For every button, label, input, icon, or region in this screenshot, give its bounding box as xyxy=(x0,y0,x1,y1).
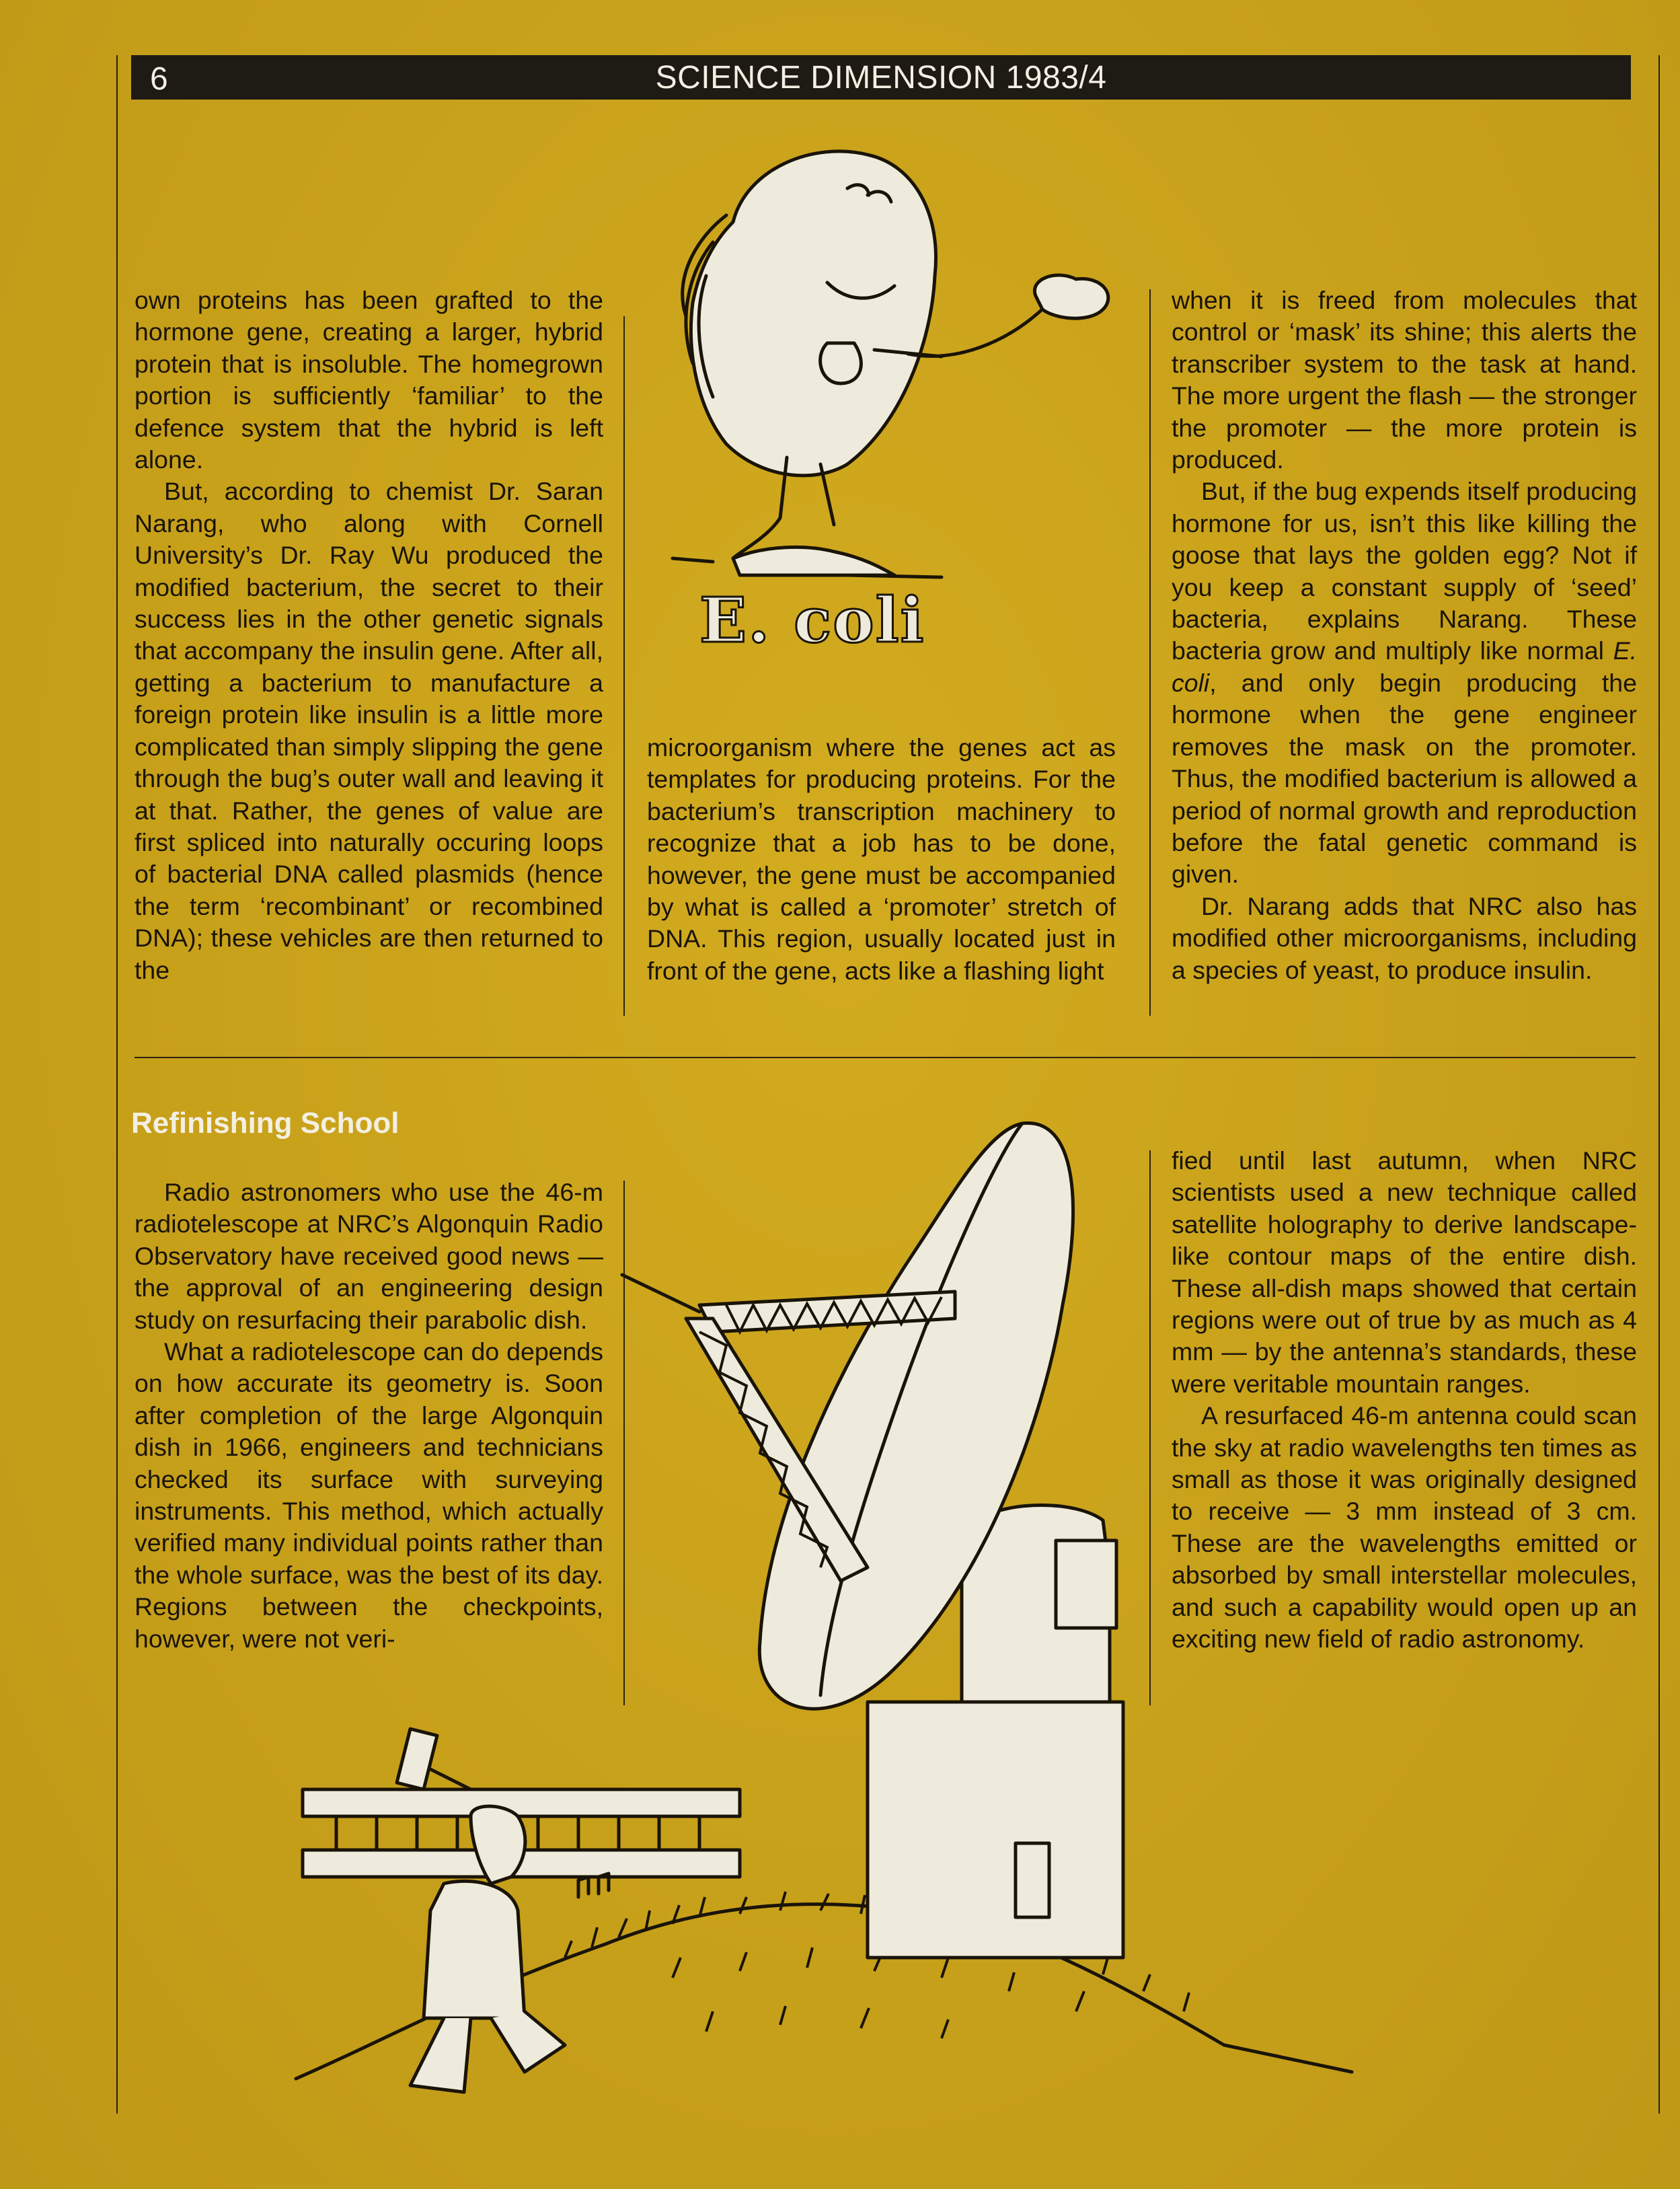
article1-column-2 xyxy=(647,732,1116,987)
article1-column-1 xyxy=(135,285,603,986)
paragraph: fied until last autumn, when NRC scientists used a new technique called satellite holography to derive landscape-like contour maps of the entire dish. These all-dish maps showed that certain regions were out of true by as much as 4 mm — by the antenna’s standards, these were veritable mountain ranges. xyxy=(1172,1146,1637,1398)
illustration-caption: E. coli xyxy=(699,584,925,657)
column-rule xyxy=(1149,289,1151,1016)
paragraph: Radio astronomers who use the 46-m radiotelescope at NRC’s Algonquin Radio Observatory have received good news — the approval of an engineering design study on resurfacing their parabolic dish. xyxy=(135,1178,603,1334)
paragraph: own proteins has been grafted to the hormone gene, creating a larger, hybrid protein that is insoluble. The homegrown portion is sufficiently ‘familiar’ to the defence system that the hybrid is left alone. xyxy=(135,286,603,474)
species-name: E. coli xyxy=(1172,636,1637,697)
article1-column-3 xyxy=(1172,285,1637,986)
right-margin-rule xyxy=(1658,55,1660,2114)
paragraph: But, according to chemist Dr. Saran Narang, who along with Cornell University’s Dr. Ray Wu produced the modified bacterium, the secret to their success lies in the other genetic signals that accompany the insulin gene. After all, getting a bacterium to manufacture a foreign protein like insulin is a little more complicated than simply slipping the gene through the bug’s outer wall and leaving it at that. Rather, the genes of value are first spliced into naturally occuring loops of bacterial DNA called plasmids (hence the term ‘recombinant’ or recombined DNA); these vehicles are then returned to the xyxy=(135,477,603,984)
paragraph: A resurfaced 46-m antenna could scan the sky at radio wavelengths ten times as small as those it was originally designed to receive — 3 mm instead of 3 cm. These are the wavelengths emitted or absorbed by small interstellar molecules, and such a capability would open up an exciting new field of radio astronomy. xyxy=(1172,1401,1637,1654)
left-margin-rule xyxy=(116,55,118,2114)
page-number: 6 xyxy=(150,61,168,97)
section-divider xyxy=(135,1057,1636,1058)
paragraph: But, if the bug expends itself producing hormone for us, isn’t this like killing the goose that lays the golden egg? Not if you keep a constant supply of ‘seed’ bacteria, explains Narang. These bacteria grow and multiply like normal E. coli, and only begin producing the hormone when the gene engineer removes the mask on the promoter. Thus, the modified bacterium is allowed a period of normal growth and reproduction before the fatal genetic command is given. xyxy=(1172,477,1637,889)
paragraph: microorganism where the genes act as templates for producing proteins. For the bacterium’s transcription machinery to recognize that a job has to be done, however, the gene must be accompanied by what is called a ‘promoter’ stretch of DNA. This region, usually located just in front of the gene, acts like a flashing light xyxy=(647,733,1116,985)
column-rule xyxy=(623,316,625,1016)
running-title: SCIENCE DIMENSION 1983/4 xyxy=(655,60,1107,96)
paragraph: Dr. Narang adds that NRC also has modified other microorganisms, including a species of yeast, to produce insulin. xyxy=(1172,891,1637,984)
section-heading: Refinishing School xyxy=(131,1107,399,1140)
paragraph: when it is freed from molecules that control or ‘mask’ its shine; this alerts the transcriber system to the task at hand. The more urgent the flash — the stronger the promoter — the more protein is produced. xyxy=(1172,286,1637,474)
radio-telescope-illustration xyxy=(269,1103,1385,2112)
running-header xyxy=(131,55,1631,100)
paragraph: What a radiotelescope can do depends on how accurate its geometry is. Soon after completion of the large Algonquin dish in 1966, engineers and technicians checked its surface with surveying instruments. This method, which actually verified many individual points rather than the whole surface, was the best of its day. Regions between the checkpoints, however, were not veri- xyxy=(135,1337,603,1653)
